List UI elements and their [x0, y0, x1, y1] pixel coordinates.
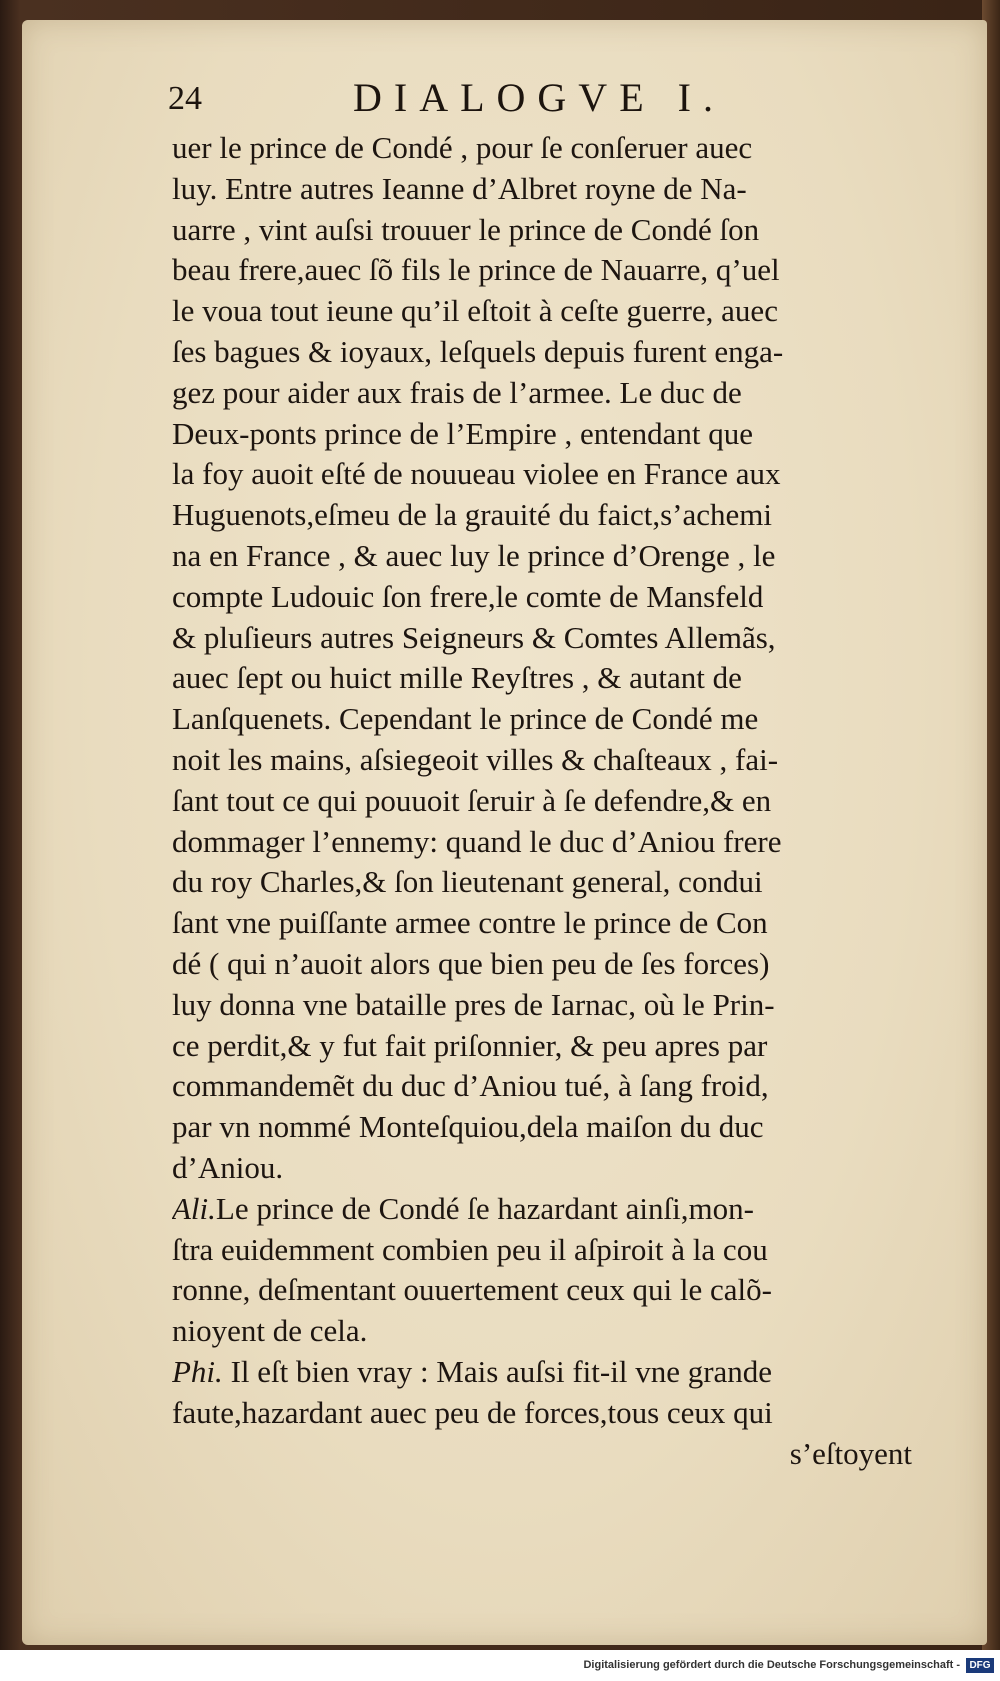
text-line: [172, 822, 912, 863]
text-line: [172, 495, 912, 536]
line-text: Huguenots,eſmeu de la grauité du faict,s’achemi: [172, 497, 772, 533]
line-text: dé ( qui n’auoit alors que bien peu de ſes forces): [172, 945, 770, 981]
text-line: [172, 454, 912, 495]
text-block: [172, 128, 912, 1474]
line-text: gez pour aider aux frais de l’armee. Le duc de: [172, 374, 742, 410]
page-header: [168, 74, 728, 124]
line-text: luy. Entre autres Ieanne d’Albret royne de Na-: [172, 170, 747, 206]
text-line: [172, 169, 912, 210]
line-text: ronne, deſmentant ouuertement ceux qui le calõ-: [172, 1272, 772, 1308]
text-line: [172, 618, 912, 659]
text-line: [172, 373, 912, 414]
line-text: nioyent de cela.: [172, 1313, 368, 1349]
line-text: ſtra euidemment combien peu il aſpiroit à la cou: [172, 1231, 768, 1267]
text-line: [172, 1393, 912, 1434]
text-line: [172, 250, 912, 291]
line-text: auec ſept ou huict mille Reyſtres , & autant de: [172, 660, 742, 696]
text-line: [172, 658, 912, 699]
text-line: [172, 740, 912, 781]
text-line: [172, 1026, 912, 1067]
line-text: ſant vne puiſſante armee contre le prince de Con: [172, 905, 768, 941]
line-text: Lanſquenets. Cependant le prince de Condé me: [172, 701, 759, 737]
text-line: [172, 1311, 912, 1352]
text-line: [172, 985, 912, 1026]
text-line: [172, 1434, 912, 1475]
line-text: na en France , & auec luy le prince d’Orenge , le: [172, 537, 776, 573]
footer-credit: Digitalisierung gefördert durch die Deutsche Forschungsgemeinschaft -: [583, 1659, 960, 1671]
line-text: beau frere,auec ſõ fils le prince de Nauarre, q’uel: [172, 252, 780, 288]
page-number: 24: [168, 80, 202, 117]
line-text: le voua tout ieune qu’il eſtoit à ceſte guerre, auec: [172, 293, 778, 329]
running-head: DIALOGVE I.: [353, 75, 725, 120]
text-line: [172, 1107, 912, 1148]
text-line: [172, 414, 912, 455]
text-line: [172, 128, 912, 169]
line-text: Il eſt bien vray : Mais auſsi fit-il vne grande: [222, 1353, 773, 1389]
line-text: compte Ludouic ſon frere,le comte de Mansfeld: [172, 578, 764, 614]
text-line: [172, 1230, 912, 1271]
line-text: commandemẽt du duc d’Aniou tué, à ſang froid,: [172, 1068, 769, 1104]
line-text: faute,hazardant auec peu de forces,tous ceux qui: [172, 1394, 773, 1430]
speaker-label: Phi.: [172, 1353, 223, 1389]
line-text: du roy Charles,& ſon lieutenant general, condui: [172, 864, 763, 900]
line-text: ſant tout ce qui pouuoit ſeruir à ſe defendre,& en: [172, 782, 772, 818]
line-text: ce perdit,& y fut fait priſonnier, & peu apres par: [172, 1027, 768, 1063]
line-text: noit les mains, aſsiegeoit villes & chaſteaux , fai-: [172, 741, 779, 777]
text-line: [172, 1352, 912, 1393]
text-line: [172, 1189, 912, 1230]
line-text: d’Aniou.: [172, 1149, 284, 1185]
text-line: [172, 577, 912, 618]
text-line: [172, 944, 912, 985]
line-text: par vn nommé Monteſquiou,dela maiſon du duc: [172, 1109, 764, 1145]
text-line: [172, 1270, 912, 1311]
line-text: ſes bagues & ioyaux, leſquels depuis furent enga-: [172, 333, 784, 369]
line-text: uer le prince de Condé , pour ſe conſeruer auec: [172, 130, 753, 165]
footer-bar: [0, 1655, 1000, 1681]
line-text: Deux-ponts prince de l’Empire , entendant que: [172, 415, 754, 451]
speaker-label: Ali.: [172, 1190, 216, 1226]
text-line: [172, 699, 912, 740]
line-text: dommager l’ennemy: quand le duc d’Aniou frere: [172, 823, 782, 859]
line-text: la foy auoit eſté de nouueau violee en France aux: [172, 456, 781, 492]
line-text: & pluſieurs autres Seigneurs & Comtes Allemãs,: [172, 619, 776, 655]
text-line: [172, 536, 912, 577]
text-line: [172, 781, 912, 822]
line-text: uarre , vint auſsi trouuer le prince de Condé ſon: [172, 211, 760, 247]
dfg-logo: DFG: [966, 1658, 994, 1673]
text-line: [172, 1148, 912, 1189]
line-text: s’eſtoyent: [789, 1435, 912, 1471]
text-line: [172, 1066, 912, 1107]
text-line: [172, 291, 912, 332]
text-line: [172, 210, 912, 251]
text-line: [172, 332, 912, 373]
line-text: luy donna vne bataille pres de Iarnac, où le Prin-: [172, 986, 775, 1022]
text-line: [172, 903, 912, 944]
line-text: Le prince de Condé ſe hazardant ainſi,mon-: [215, 1190, 754, 1226]
text-line: [172, 862, 912, 903]
